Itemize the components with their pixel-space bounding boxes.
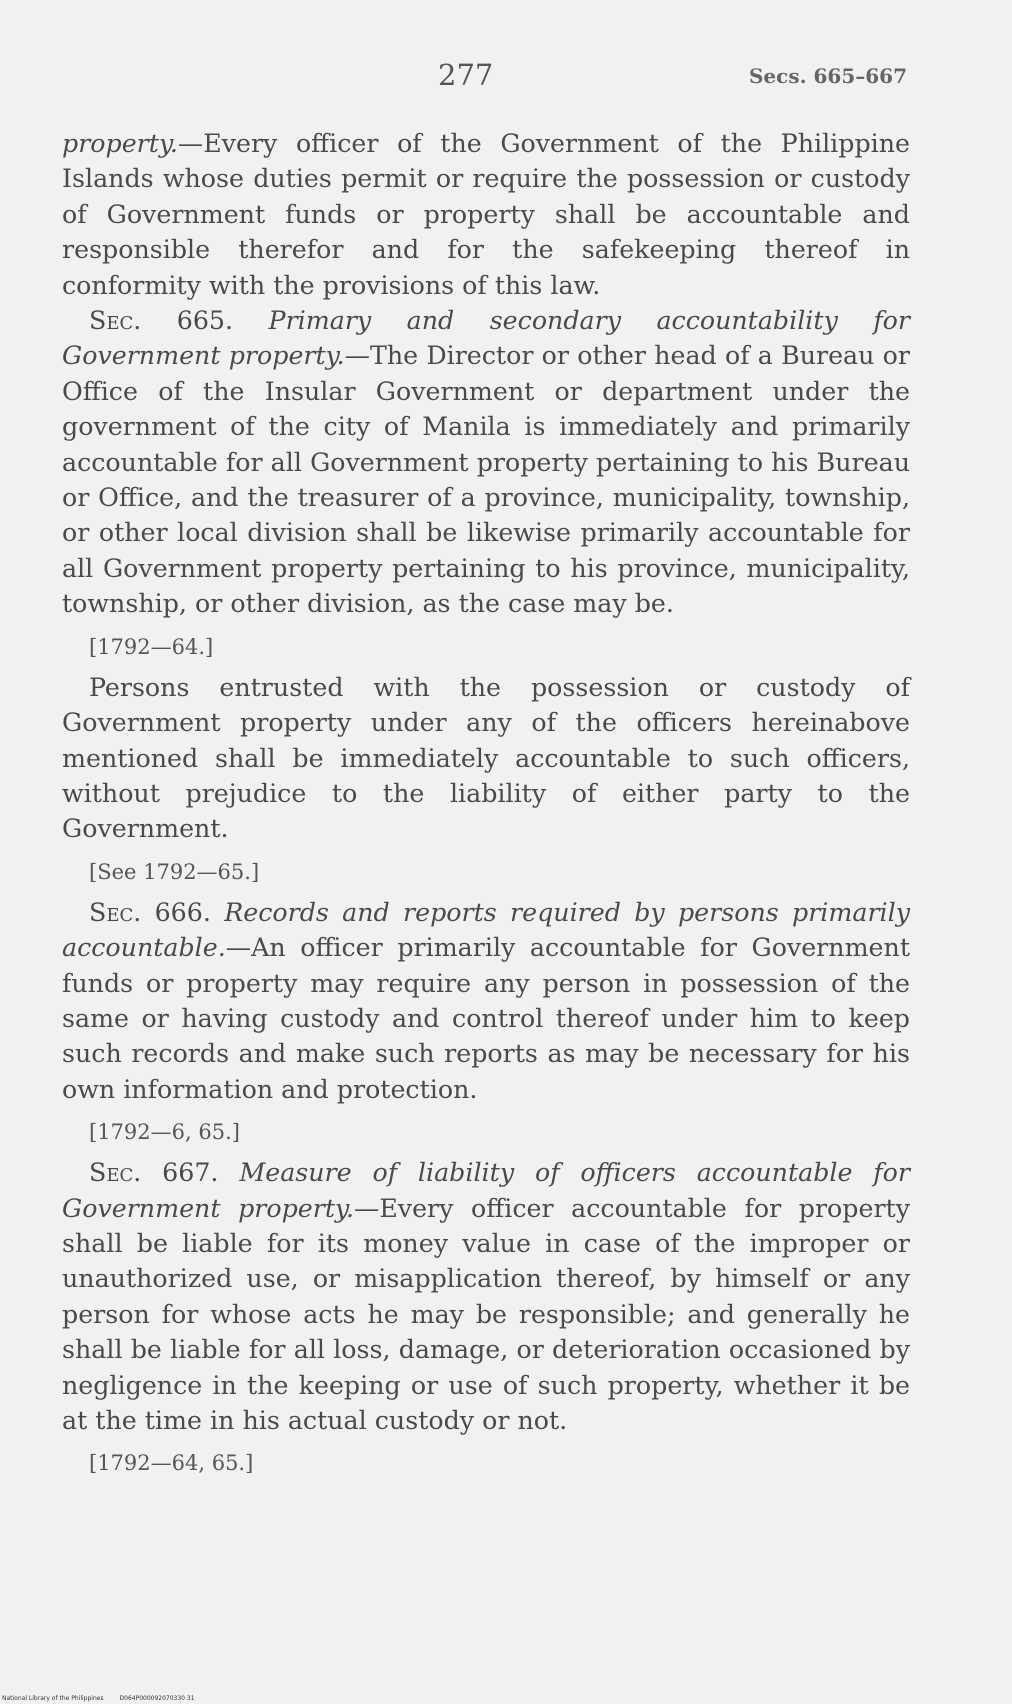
section-label: Sec. 667. — [89, 1158, 219, 1188]
citation: [1792—64.] — [89, 634, 214, 659]
page-header — [0, 58, 1012, 98]
section-665 — [62, 303, 910, 622]
section-title: Primary and secondary accountability for Government property. — [62, 306, 911, 371]
body-text — [62, 126, 910, 1486]
running-head-sections: Secs. 665–667 — [748, 64, 907, 88]
section-body: —Every officer accountable for property shall be liable for its money value in case of the improper or unauthorized use, or misapplication thereof, by himself or any person for whose acts he may be responsible; and generally he shall be liable for all loss, damage, or deterioration occasioned by negligence in the keeping or use of such property, whether it be at the time in his actual custody or not. — [62, 1193, 910, 1435]
section-title: Measure of liability of officers accountable for Government property. — [62, 1158, 910, 1223]
paragraph-continued — [62, 126, 910, 303]
paragraph: Persons entrusted with the possession or custody of Government property under any of the officers hereinabove mentioned shall be immediately accountable to such officers, without prejudice to the liability of either party to the Government. — [62, 672, 910, 844]
section-label: Sec. 665. — [89, 306, 234, 336]
citation: [1792—6, 65.] — [89, 1120, 240, 1145]
section-666 — [62, 895, 910, 1107]
paragraph-body: —Every officer of the Government of the Philippine Islands whose duties permit or require the possession or custody of Government funds or property shall be accountable and responsible therefor and for the safekeeping thereof in conformity with the provisions of this law. — [62, 129, 910, 300]
section-667 — [62, 1155, 910, 1438]
footer-doc-id: D064P000092070330 31 — [119, 1695, 195, 1702]
footer-library: National Library of the Philippines — [2, 1695, 104, 1702]
section-label: Sec. 666. — [89, 897, 211, 927]
section-title: Records and reports required by persons primarily accountable. — [62, 897, 911, 963]
paragraph-lead-italic: property. — [62, 129, 178, 158]
citation: [1792—64, 65.] — [89, 1451, 254, 1476]
section-body: —The Director or other head of a Bureau or Office of the Insular Government or department under the government of the city of Manila is immediately and primarily accountable for all Government property pertaining to his Bureau or Office, and the treasurer of a province, municipality, township, or other local division shall be likewise primarily accountable for all Government property pertaining to his province, municipality, township, or other division, as the case may be. — [62, 341, 910, 619]
scan-footer — [2, 1695, 195, 1702]
section-body: —An officer primarily accountable for Government funds or property may require any person in possession of the same or having custody and control thereof under him to keep such records and make such reports as may be necessary for his own information and protection. — [62, 933, 910, 1104]
page-number: 277 — [438, 58, 494, 92]
citation: [See 1792—65.] — [89, 859, 260, 884]
